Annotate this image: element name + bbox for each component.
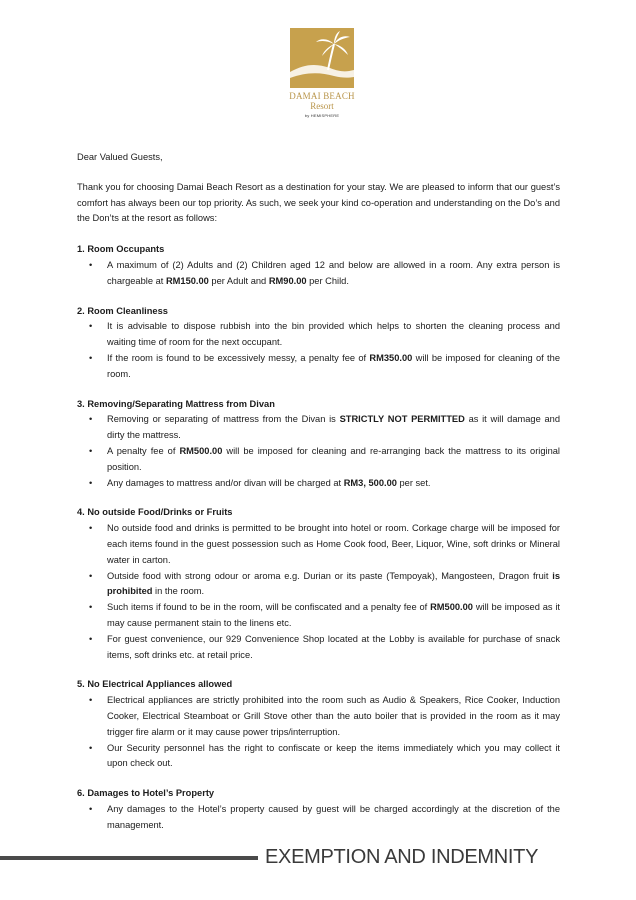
bullet-icon: • (89, 570, 93, 581)
rule-text: Electrical appliances are strictly prohibited into the room such as Audio & Speakers, Rice Cooker, Induction Cooker, Electrical Steamboat or Grill Stove other than the auto boiler that is provided in the room as it may trigger fire alarm or it may cause power trips/interruption. (107, 695, 560, 737)
rule-text: For guest convenience, our 929 Convenience Shop located at the Lobby is available for purchase of snack items, soft drinks etc. at retail price. (107, 633, 560, 660)
palm-beach-logo-icon (290, 28, 354, 88)
rule-text: will be imposed for cleaning and re-arranging back the mattress to its original position. (107, 445, 560, 472)
emphasized-text: RM90.00 (268, 275, 307, 286)
rule-item (77, 351, 560, 383)
resort-logo (290, 28, 354, 118)
rule-text: in the room. (152, 586, 205, 597)
rule-item (77, 632, 560, 664)
rule-section (77, 677, 560, 772)
notice-body (77, 150, 560, 847)
greeting: Dear Valued Guests, (77, 152, 163, 162)
rule-text: If the room is found to be excessively messy, a penalty fee of (107, 352, 370, 363)
rule-item (77, 476, 560, 492)
rule-text: Such items if found to be in the room, will be confiscated and a penalty fee of (107, 602, 431, 613)
section-title: 3. Removing/Separating Mattress from Divan (77, 398, 275, 409)
rule-text: Any damages to mattress and/or divan will be charged at (107, 477, 344, 488)
rule-item (77, 741, 560, 773)
footer-heading: EXEMPTION AND INDEMNITY (265, 846, 539, 868)
rule-text: No outside food and drinks is permitted to be brought into hotel or room. Corkage charge will be imposed for each items found in the guest possession such as Home Cook food, Beer, Liquor, Wine, soft drinks or Mineral water in carton. (107, 523, 560, 565)
rule-section (77, 242, 560, 289)
rule-text: It is advisable to dispose rubbish into the bin provided which helps to shorten the cleaning process and waiting time of room for the next occupant. (107, 321, 560, 348)
rules-sections (77, 242, 560, 833)
rule-item (77, 521, 560, 568)
bullet-icon: • (89, 742, 93, 753)
rule-text: per set. (396, 477, 431, 488)
rule-text: per Adult and (208, 275, 269, 286)
rule-section (77, 505, 560, 663)
rule-list (77, 521, 560, 663)
rule-item (77, 693, 560, 740)
rule-text: Any damages to the Hotel’s property caused by guest will be charged accordingly at the discretion of the management. (107, 803, 560, 830)
bullet-icon: • (89, 803, 93, 814)
emphasized-text: RM3, 500.00 (343, 477, 397, 488)
section-title: 4. No outside Food/Drinks or Fruits (77, 507, 233, 518)
emphasized-text: STRICTLY NOT PERMITTED (339, 414, 465, 425)
rule-list (77, 693, 560, 772)
rule-text: Removing or separating of mattress from the Divan is (107, 414, 340, 425)
rule-text: A maximum of (2) Adults and (2) Children aged 12 and below are allowed in a room. Any extra person is chargeable at (107, 259, 560, 286)
rule-item (77, 412, 560, 444)
bullet-icon: • (89, 633, 93, 644)
rule-item (77, 569, 560, 601)
section-title: 5. No Electrical Appliances allowed (77, 679, 233, 690)
emphasized-text: RM150.00 (165, 275, 209, 286)
emphasized-text: RM500.00 (430, 602, 473, 613)
section-title: 1. Room Occupants (77, 244, 165, 255)
bullet-icon: • (89, 695, 93, 706)
bullet-icon: • (89, 477, 93, 488)
section-title: 2. Room Cleanliness (77, 305, 168, 316)
rule-list (77, 258, 560, 290)
bullet-icon: • (89, 259, 93, 270)
rule-list (77, 412, 560, 491)
bullet-icon: • (89, 445, 93, 456)
emphasized-text: is prohibited (107, 570, 560, 597)
bullet-icon: • (89, 523, 93, 534)
rule-text: will be imposed for cleaning of the room. (107, 352, 560, 379)
bullet-icon: • (89, 321, 93, 332)
footer-divider-bar (0, 856, 258, 860)
rule-section (77, 397, 560, 492)
rule-text: will be imposed as it may cause permanent stain to the linens etc. (107, 602, 560, 628)
logo-brand: by HEMISPHERE (304, 113, 340, 118)
rule-list (77, 319, 560, 382)
bullet-icon: • (89, 602, 93, 613)
rule-list (77, 802, 560, 834)
rule-text: per Child. (306, 275, 349, 286)
rule-text: Our Security personnel has the right to confiscate or keep the items immediately which you may collect it upon check out. (107, 742, 560, 769)
rule-item (77, 319, 560, 351)
emphasized-text: RM350.00 (369, 352, 413, 363)
rule-text: A penalty fee of (107, 445, 180, 456)
rule-item (77, 444, 560, 476)
logo-subname: Resort (310, 101, 334, 111)
rule-item (77, 802, 560, 834)
intro-paragraph: Thank you for choosing Damai Beach Resort as a destination for your stay. We are pleased to inform that our guest’s comfort has always been our top priority. As such, we seek your kind co-operation and understanding on the Do’s and the Don’ts at the resort as follows: (77, 181, 560, 224)
bullet-icon: • (89, 414, 93, 425)
rule-section (77, 786, 560, 833)
emphasized-text: RM500.00 (179, 445, 223, 456)
logo-name: DAMAI BEACH (289, 91, 355, 101)
bullet-icon: • (89, 352, 93, 363)
rule-item (77, 258, 560, 290)
rule-section (77, 304, 560, 383)
rule-text: as it will damage and dirty the mattress. (107, 414, 561, 441)
rule-item (77, 600, 560, 632)
rule-text: Outside food with strong odour or aroma e.g. Durian or its paste (Tempoyak), Mangosteen, Dragon fruit (107, 570, 553, 581)
section-title: 6. Damages to Hotel’s Property (77, 788, 215, 799)
